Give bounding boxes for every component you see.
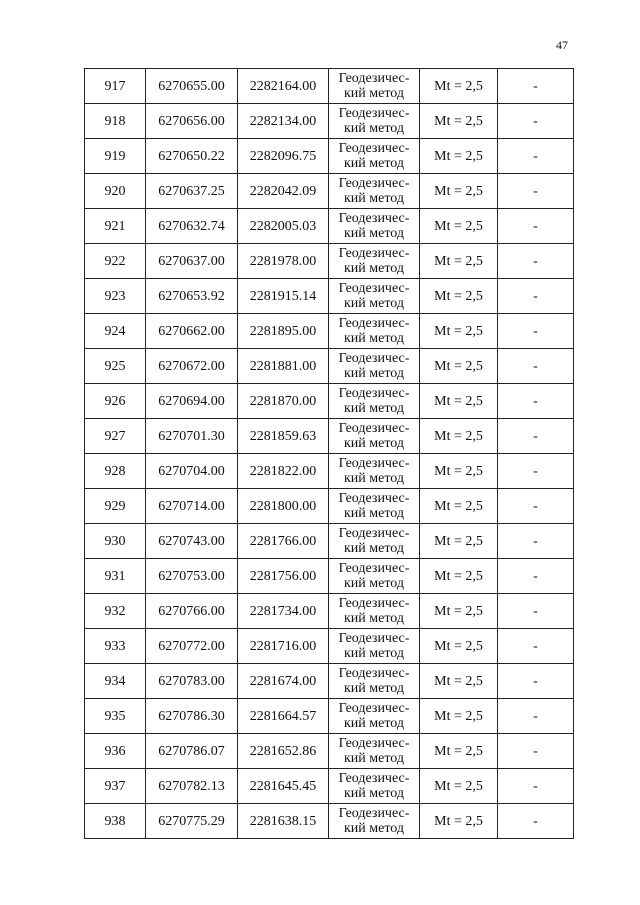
- accuracy-cell: Mt = 2,5: [420, 524, 498, 559]
- y-coordinate-cell: 2281822.00: [238, 454, 329, 489]
- note-cell: -: [498, 804, 574, 839]
- table-row: [85, 734, 574, 769]
- coordinates-table: [84, 68, 574, 839]
- table-row: [85, 174, 574, 209]
- y-coordinate-cell: 2281800.00: [238, 489, 329, 524]
- method-line-1: Геодезичес-: [338, 281, 410, 296]
- method-cell: [329, 594, 420, 629]
- y-coordinate-cell: 2281674.00: [238, 664, 329, 699]
- method-cell: [329, 139, 420, 174]
- table-row: [85, 559, 574, 594]
- accuracy-cell: Mt = 2,5: [420, 174, 498, 209]
- note-cell: -: [498, 69, 574, 104]
- note-cell: -: [498, 454, 574, 489]
- x-coordinate-cell: 6270653.92: [146, 279, 238, 314]
- table-row: [85, 699, 574, 734]
- method-line-2: кий метод: [343, 541, 404, 556]
- accuracy-cell: Mt = 2,5: [420, 454, 498, 489]
- method-line-1: Геодезичес-: [338, 246, 410, 261]
- y-coordinate-cell: 2282005.03: [238, 209, 329, 244]
- method-line-1: Геодезичес-: [338, 421, 410, 436]
- method-cell: [329, 664, 420, 699]
- method-line-2: кий метод: [343, 366, 404, 381]
- note-cell: -: [498, 384, 574, 419]
- y-coordinate-cell: 2282134.00: [238, 104, 329, 139]
- table-row: [85, 139, 574, 174]
- accuracy-cell: Mt = 2,5: [420, 769, 498, 804]
- method-line-1: Геодезичес-: [338, 141, 410, 156]
- method-cell: [329, 454, 420, 489]
- point-number-cell: 932: [85, 594, 146, 629]
- method-cell: [329, 314, 420, 349]
- method-cell: [329, 419, 420, 454]
- accuracy-cell: Mt = 2,5: [420, 629, 498, 664]
- table-row: [85, 419, 574, 454]
- x-coordinate-cell: 6270743.00: [146, 524, 238, 559]
- note-cell: -: [498, 734, 574, 769]
- method-cell: [329, 734, 420, 769]
- x-coordinate-cell: 6270650.22: [146, 139, 238, 174]
- y-coordinate-cell: 2281645.45: [238, 769, 329, 804]
- y-coordinate-cell: 2282096.75: [238, 139, 329, 174]
- x-coordinate-cell: 6270714.00: [146, 489, 238, 524]
- method-cell: [329, 349, 420, 384]
- note-cell: -: [498, 244, 574, 279]
- point-number-cell: 919: [85, 139, 146, 174]
- note-cell: -: [498, 279, 574, 314]
- method-line-2: кий метод: [343, 786, 404, 801]
- method-line-2: кий метод: [343, 191, 404, 206]
- y-coordinate-cell: 2281895.00: [238, 314, 329, 349]
- accuracy-cell: Mt = 2,5: [420, 559, 498, 594]
- method-cell: [329, 174, 420, 209]
- point-number-cell: 938: [85, 804, 146, 839]
- page-number: 47: [556, 38, 568, 52]
- point-number-cell: 929: [85, 489, 146, 524]
- point-number-cell: 921: [85, 209, 146, 244]
- point-number-cell: 936: [85, 734, 146, 769]
- note-cell: -: [498, 139, 574, 174]
- x-coordinate-cell: 6270637.25: [146, 174, 238, 209]
- accuracy-cell: Mt = 2,5: [420, 419, 498, 454]
- x-coordinate-cell: 6270783.00: [146, 664, 238, 699]
- x-coordinate-cell: 6270775.29: [146, 804, 238, 839]
- accuracy-cell: Mt = 2,5: [420, 314, 498, 349]
- method-line-2: кий метод: [343, 86, 404, 101]
- accuracy-cell: Mt = 2,5: [420, 69, 498, 104]
- y-coordinate-cell: 2281664.57: [238, 699, 329, 734]
- accuracy-cell: Mt = 2,5: [420, 244, 498, 279]
- accuracy-cell: Mt = 2,5: [420, 804, 498, 839]
- point-number-cell: 920: [85, 174, 146, 209]
- x-coordinate-cell: 6270694.00: [146, 384, 238, 419]
- method-line-2: кий метод: [343, 611, 404, 626]
- method-line-1: Геодезичес-: [338, 176, 410, 191]
- method-line-2: кий метод: [343, 716, 404, 731]
- method-line-1: Геодезичес-: [338, 561, 410, 576]
- y-coordinate-cell: 2281859.63: [238, 419, 329, 454]
- table-row: [85, 314, 574, 349]
- table-row: [85, 524, 574, 559]
- method-line-2: кий метод: [343, 646, 404, 661]
- x-coordinate-cell: 6270766.00: [146, 594, 238, 629]
- method-cell: [329, 384, 420, 419]
- method-line-2: кий метод: [343, 331, 404, 346]
- table-body: [85, 69, 574, 839]
- note-cell: -: [498, 594, 574, 629]
- method-line-1: Геодезичес-: [338, 456, 410, 471]
- method-line-2: кий метод: [343, 156, 404, 171]
- y-coordinate-cell: 2282164.00: [238, 69, 329, 104]
- method-line-1: Геодезичес-: [338, 386, 410, 401]
- accuracy-cell: Mt = 2,5: [420, 699, 498, 734]
- method-line-1: Геодезичес-: [338, 701, 410, 716]
- method-cell: [329, 244, 420, 279]
- note-cell: -: [498, 559, 574, 594]
- table-row: [85, 489, 574, 524]
- point-number-cell: 930: [85, 524, 146, 559]
- method-line-2: кий метод: [343, 506, 404, 521]
- x-coordinate-cell: 6270786.07: [146, 734, 238, 769]
- table-row: [85, 244, 574, 279]
- method-line-2: кий метод: [343, 471, 404, 486]
- method-cell: [329, 629, 420, 664]
- y-coordinate-cell: 2282042.09: [238, 174, 329, 209]
- accuracy-cell: Mt = 2,5: [420, 209, 498, 244]
- x-coordinate-cell: 6270655.00: [146, 69, 238, 104]
- method-cell: [329, 769, 420, 804]
- x-coordinate-cell: 6270701.30: [146, 419, 238, 454]
- method-line-1: Геодезичес-: [338, 736, 410, 751]
- point-number-cell: 924: [85, 314, 146, 349]
- accuracy-cell: Mt = 2,5: [420, 594, 498, 629]
- table-row: [85, 349, 574, 384]
- table-row: [85, 804, 574, 839]
- point-number-cell: 934: [85, 664, 146, 699]
- note-cell: -: [498, 629, 574, 664]
- accuracy-cell: Mt = 2,5: [420, 139, 498, 174]
- y-coordinate-cell: 2281766.00: [238, 524, 329, 559]
- method-line-1: Геодезичес-: [338, 351, 410, 366]
- method-cell: [329, 489, 420, 524]
- note-cell: -: [498, 314, 574, 349]
- y-coordinate-cell: 2281652.86: [238, 734, 329, 769]
- point-number-cell: 925: [85, 349, 146, 384]
- method-line-1: Геодезичес-: [338, 316, 410, 331]
- accuracy-cell: Mt = 2,5: [420, 279, 498, 314]
- method-cell: [329, 524, 420, 559]
- note-cell: -: [498, 664, 574, 699]
- table-row: [85, 384, 574, 419]
- method-line-1: Геодезичес-: [338, 806, 410, 821]
- point-number-cell: 923: [85, 279, 146, 314]
- x-coordinate-cell: 6270772.00: [146, 629, 238, 664]
- table-row: [85, 594, 574, 629]
- method-line-2: кий метод: [343, 401, 404, 416]
- point-number-cell: 926: [85, 384, 146, 419]
- accuracy-cell: Mt = 2,5: [420, 489, 498, 524]
- note-cell: -: [498, 209, 574, 244]
- note-cell: -: [498, 699, 574, 734]
- method-line-2: кий метод: [343, 261, 404, 276]
- method-cell: [329, 699, 420, 734]
- table-row: [85, 629, 574, 664]
- note-cell: -: [498, 174, 574, 209]
- point-number-cell: 918: [85, 104, 146, 139]
- x-coordinate-cell: 6270753.00: [146, 559, 238, 594]
- x-coordinate-cell: 6270786.30: [146, 699, 238, 734]
- y-coordinate-cell: 2281638.15: [238, 804, 329, 839]
- y-coordinate-cell: 2281716.00: [238, 629, 329, 664]
- y-coordinate-cell: 2281915.14: [238, 279, 329, 314]
- x-coordinate-cell: 6270662.00: [146, 314, 238, 349]
- method-line-1: Геодезичес-: [338, 596, 410, 611]
- method-line-1: Геодезичес-: [338, 771, 410, 786]
- method-line-1: Геодезичес-: [338, 106, 410, 121]
- y-coordinate-cell: 2281756.00: [238, 559, 329, 594]
- method-line-2: кий метод: [343, 121, 404, 136]
- method-line-2: кий метод: [343, 226, 404, 241]
- table-row: [85, 454, 574, 489]
- method-line-1: Геодезичес-: [338, 71, 410, 86]
- note-cell: -: [498, 769, 574, 804]
- note-cell: -: [498, 419, 574, 454]
- method-line-1: Геодезичес-: [338, 211, 410, 226]
- accuracy-cell: Mt = 2,5: [420, 384, 498, 419]
- method-line-1: Геодезичес-: [338, 666, 410, 681]
- accuracy-cell: Mt = 2,5: [420, 664, 498, 699]
- table-row: [85, 664, 574, 699]
- point-number-cell: 937: [85, 769, 146, 804]
- method-cell: [329, 804, 420, 839]
- y-coordinate-cell: 2281734.00: [238, 594, 329, 629]
- method-cell: [329, 559, 420, 594]
- point-number-cell: 933: [85, 629, 146, 664]
- point-number-cell: 917: [85, 69, 146, 104]
- accuracy-cell: Mt = 2,5: [420, 734, 498, 769]
- method-cell: [329, 209, 420, 244]
- method-line-2: кий метод: [343, 751, 404, 766]
- method-line-2: кий метод: [343, 821, 404, 836]
- table-row: [85, 209, 574, 244]
- method-cell: [329, 104, 420, 139]
- method-cell: [329, 279, 420, 314]
- note-cell: -: [498, 524, 574, 559]
- method-line-1: Геодезичес-: [338, 491, 410, 506]
- x-coordinate-cell: 6270782.13: [146, 769, 238, 804]
- point-number-cell: 935: [85, 699, 146, 734]
- x-coordinate-cell: 6270656.00: [146, 104, 238, 139]
- note-cell: -: [498, 489, 574, 524]
- point-number-cell: 922: [85, 244, 146, 279]
- x-coordinate-cell: 6270704.00: [146, 454, 238, 489]
- table-row: [85, 769, 574, 804]
- table-row: [85, 69, 574, 104]
- table-row: [85, 104, 574, 139]
- point-number-cell: 928: [85, 454, 146, 489]
- point-number-cell: 927: [85, 419, 146, 454]
- method-cell: [329, 69, 420, 104]
- y-coordinate-cell: 2281870.00: [238, 384, 329, 419]
- method-line-2: кий метод: [343, 296, 404, 311]
- method-line-2: кий метод: [343, 436, 404, 451]
- method-line-2: кий метод: [343, 576, 404, 591]
- method-line-2: кий метод: [343, 681, 404, 696]
- accuracy-cell: Mt = 2,5: [420, 349, 498, 384]
- x-coordinate-cell: 6270672.00: [146, 349, 238, 384]
- y-coordinate-cell: 2281978.00: [238, 244, 329, 279]
- note-cell: -: [498, 349, 574, 384]
- table-row: [85, 279, 574, 314]
- y-coordinate-cell: 2281881.00: [238, 349, 329, 384]
- method-line-1: Геодезичес-: [338, 526, 410, 541]
- x-coordinate-cell: 6270637.00: [146, 244, 238, 279]
- x-coordinate-cell: 6270632.74: [146, 209, 238, 244]
- note-cell: -: [498, 104, 574, 139]
- method-line-1: Геодезичес-: [338, 631, 410, 646]
- accuracy-cell: Mt = 2,5: [420, 104, 498, 139]
- point-number-cell: 931: [85, 559, 146, 594]
